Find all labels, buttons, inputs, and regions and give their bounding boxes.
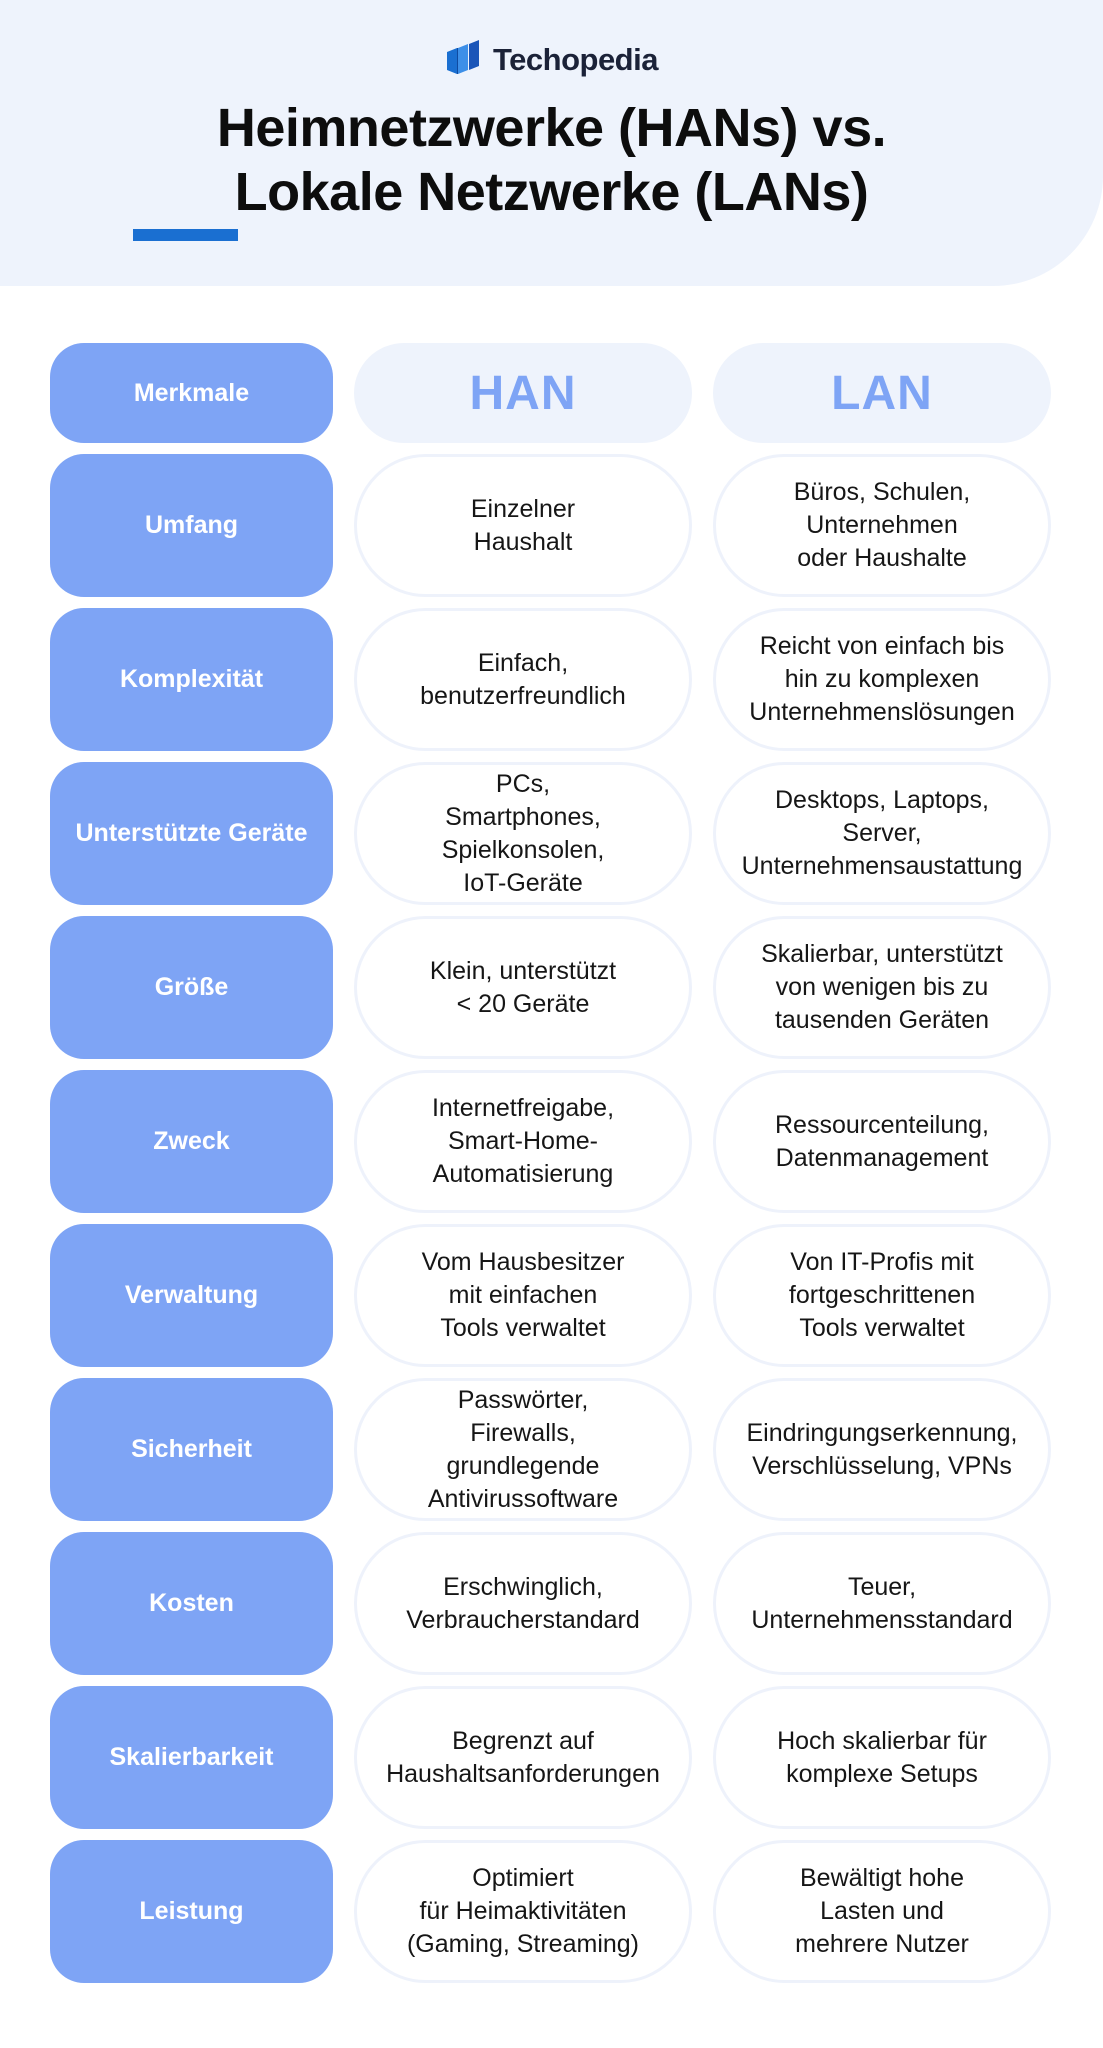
header-han: HAN — [354, 343, 692, 443]
han-value: Einfach, benutzerfreundlich — [354, 608, 692, 751]
table-row — [50, 762, 1050, 905]
row-label: Unterstützte Geräte — [50, 762, 333, 905]
table-row — [50, 608, 1050, 751]
lan-value: Eindringungserkennung, Verschlüsselung, VPNs — [713, 1378, 1051, 1521]
lan-value: Desktops, Laptops, Server, Unternehmensaustattung — [713, 762, 1051, 905]
lan-value: Von IT-Profis mit fortgeschrittenen Tools verwaltet — [713, 1224, 1051, 1367]
header-lan: LAN — [713, 343, 1051, 443]
title-line-2: Lokale Netzwerke (LANs) — [234, 162, 869, 222]
row-label: Leistung — [50, 1840, 333, 1983]
comparison-table — [50, 343, 1050, 1983]
brand-name: Techopedia — [493, 42, 658, 77]
row-label: Kosten — [50, 1532, 333, 1675]
title-underline — [133, 229, 238, 241]
lan-value: Bewältigt hohe Lasten und mehrere Nutzer — [713, 1840, 1051, 1983]
table-row — [50, 1224, 1050, 1367]
lan-value: Hoch skalierbar für komplexe Setups — [713, 1686, 1051, 1829]
table-header-row — [50, 343, 1050, 443]
row-label: Komplexität — [50, 608, 333, 751]
han-value: Passwörter, Firewalls, grundlegende Antivirussoftware — [354, 1378, 692, 1521]
han-value: Einzelner Haushalt — [354, 454, 692, 597]
title-line-1: Heimnetzwerke (HANs) vs. — [216, 98, 887, 158]
techopedia-logo-icon — [445, 40, 483, 80]
han-value: Vom Hausbesitzer mit einfachen Tools verwaltet — [354, 1224, 692, 1367]
han-value: Begrenzt auf Haushaltsanforderungen — [354, 1686, 692, 1829]
han-value: PCs, Smartphones, Spielkonsolen, IoT-Geräte — [354, 762, 692, 905]
table-row — [50, 1532, 1050, 1675]
table-row — [50, 916, 1050, 1059]
lan-value: Skalierbar, unterstützt von wenigen bis zu tausenden Geräten — [713, 916, 1051, 1059]
page-title — [0, 96, 1103, 224]
han-value: Internetfreigabe, Smart-Home- Automatisierung — [354, 1070, 692, 1213]
row-label: Zweck — [50, 1070, 333, 1213]
han-value: Erschwinglich, Verbraucherstandard — [354, 1532, 692, 1675]
table-row — [50, 1686, 1050, 1829]
lan-value: Teuer, Unternehmensstandard — [713, 1532, 1051, 1675]
table-row — [50, 1378, 1050, 1521]
header-features: Merkmale — [50, 343, 333, 443]
lan-value: Büros, Schulen, Unternehmen oder Haushalte — [713, 454, 1051, 597]
lan-value: Reicht von einfach bis hin zu komplexen Unternehmenslösungen — [713, 608, 1051, 751]
lan-value: Ressourcenteilung, Datenmanagement — [713, 1070, 1051, 1213]
row-label: Sicherheit — [50, 1378, 333, 1521]
han-value: Optimiert für Heimaktivitäten (Gaming, Streaming) — [354, 1840, 692, 1983]
han-value: Klein, unterstützt < 20 Geräte — [354, 916, 692, 1059]
table-row — [50, 1840, 1050, 1983]
brand-logo[interactable] — [0, 40, 1103, 80]
row-label: Umfang — [50, 454, 333, 597]
table-row — [50, 454, 1050, 597]
row-label: Verwaltung — [50, 1224, 333, 1367]
header-banner — [0, 0, 1103, 286]
table-row — [50, 1070, 1050, 1213]
row-label: Größe — [50, 916, 333, 1059]
row-label: Skalierbarkeit — [50, 1686, 333, 1829]
